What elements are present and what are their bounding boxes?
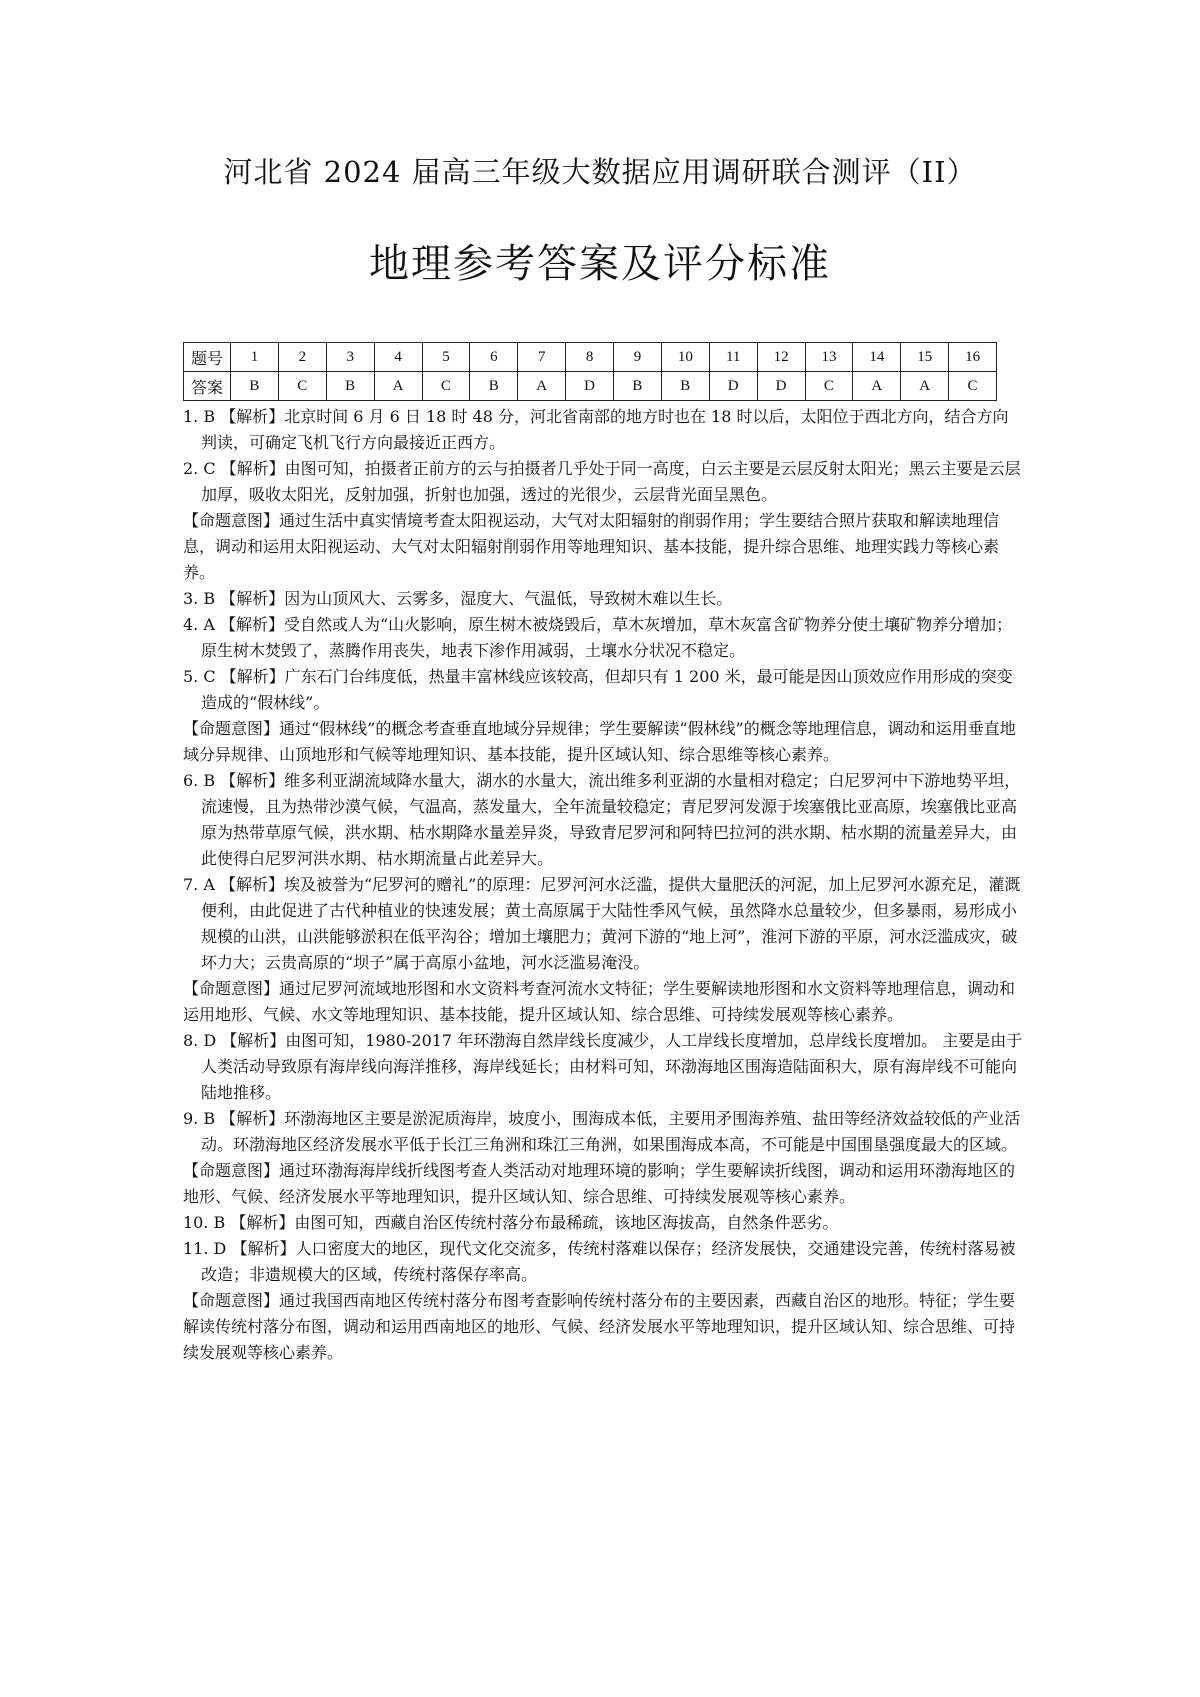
question-number: 10 xyxy=(661,343,709,372)
question-number-row xyxy=(184,343,997,372)
page-title: 河北省 2024 届高三年级大数据应用调研联合测评（II） xyxy=(223,155,977,189)
answer-cell: B xyxy=(231,372,279,401)
answer-cell: A xyxy=(853,372,901,401)
explanation-item: 5. C 【解析】广东石门台纬度低，热量丰富林线应该较高，但却只有 1 200 米，最可能是因山顶效应作用形成的突变造成的“假林线”。 xyxy=(183,667,1013,712)
row-label-answer: 答案 xyxy=(184,372,231,401)
explanation-item: 11. D 【解析】人口密度大的地区，现代文化交流多，传统村落难以保存；经济发展快，交通建设完善，传统村落易被改造；非遗规模大的区域，传统村落保存率高。 xyxy=(183,1239,1016,1284)
design-intent: 【命题意图】通过环渤海海岸线折线图考查人类活动对地理环境的影响；学生要解读折线图，调动和运用环渤海地区的地形、气候、经济发展水平等地理知识，提升区域认知、综合思维、可持续发展观等核心素养。 xyxy=(183,1161,1016,1206)
question-number: 14 xyxy=(853,343,901,372)
question-number: 11 xyxy=(709,343,757,372)
answer-explanations xyxy=(183,404,1023,1366)
explanation-item: 9. B 【解析】环渤海地区主要是淤泥质海岸，坡度小，围海成本低，主要用矛围海养殖、盐田等经济效益较低的产业活动。环渤海地区经济发展水平低于长江三角洲和珠江三角洲，如果围海成本高，不可能是中国围垦强度最大的区域。 xyxy=(183,1109,1021,1154)
question-number: 15 xyxy=(901,343,949,372)
explanation-item: 4. A 【解析】受自然或人为“山火影响，原生树木被烧毁后，草木灰增加，草木灰富含矿物养分使土壤矿物养分增加；原生树木焚毁了，蒸腾作用丧失，地表下渗作用减弱，土壤水分状况不稳定。 xyxy=(183,615,1013,660)
question-number: 13 xyxy=(805,343,853,372)
answer-cell: C xyxy=(278,372,326,401)
answer-cell: C xyxy=(805,372,853,401)
question-number: 2 xyxy=(278,343,326,372)
answer-cell: A xyxy=(901,372,949,401)
question-number: 9 xyxy=(614,343,662,372)
question-number: 16 xyxy=(949,343,997,372)
question-number: 7 xyxy=(518,343,566,372)
explanation-item: 2. C 【解析】由图可知，拍摄者正前方的云与拍摄者几乎处于同一高度，白云主要是云层反射太阳光；黑云主要是云层加厚，吸收太阳光，反射加强，折射也加强，透过的光很少，云层背光面呈黑色。 xyxy=(183,459,1021,504)
row-label-question: 题号 xyxy=(184,343,231,372)
question-number: 8 xyxy=(566,343,614,372)
answer-cell: B xyxy=(470,372,518,401)
answer-cell: D xyxy=(709,372,757,401)
explanation-item: 10. B 【解析】由图可知，西藏自治区传统村落分布最稀疏，该地区海拔高，自然条件恶劣。 xyxy=(183,1213,839,1232)
answer-cell: B xyxy=(614,372,662,401)
explanation-item: 3. B 【解析】因为山顶风大、云雾多，湿度大、气温低，导致树木难以生长。 xyxy=(183,589,733,608)
answer-row xyxy=(184,372,997,401)
answer-cell: A xyxy=(518,372,566,401)
answer-cell: A xyxy=(374,372,422,401)
design-intent: 【命题意图】通过“假林线”的概念考查垂直地域分异规律；学生要解读“假林线”的概念等地理信息，调动和运用垂直地域分异规律、山顶地形和气候等地理知识、基本技能，提升区域认知、综合思维等核心素养。 xyxy=(183,719,1016,764)
answer-cell: C xyxy=(422,372,470,401)
answer-cell: B xyxy=(661,372,709,401)
question-number: 1 xyxy=(231,343,279,372)
question-number: 12 xyxy=(757,343,805,372)
answer-table xyxy=(183,342,997,401)
question-number: 5 xyxy=(422,343,470,372)
answer-cell: D xyxy=(757,372,805,401)
answer-cell: C xyxy=(949,372,997,401)
answer-cell: D xyxy=(566,372,614,401)
question-number: 3 xyxy=(326,343,374,372)
explanation-item: 6. B 【解析】维多利亚湖流域降水量大，湖水的水量大，流出维多利亚湖的水量相对稳定；白尼罗河中下游地势平坦，流速慢，且为热带沙漠气候，气温高，蒸发量大，全年流量较稳定；青尼罗河发源于埃塞俄比亚高原，埃塞俄比亚高原为热带草原气候，洪水期、枯水期降水量差异炎，导致青尼罗河和阿特巴拉河的洪水期、枯水期的流量差异大，由此使得白尼罗河洪水期、枯水期流量占此差异大。 xyxy=(183,771,1021,868)
design-intent: 【命题意图】通过我国西南地区传统村落分布图考查影响传统村落分布的主要因素，西藏自治区的地形。特征；学生要解读传统村落分布图，调动和运用西南地区的地形、气候、经济发展水平等地理知识，提升区域认知、综合思维、可持续发展观等核心素养。 xyxy=(183,1291,1016,1362)
design-intent: 【命题意图】通过生活中真实情境考查太阳视运动，大气对太阳辐射的削弱作用；学生要结合照片获取和解读地理信息，调动和运用太阳视运动、大气对太阳辐射削弱作用等地理知识、基本技能，提升综合思维、地理实践力等核心素养。 xyxy=(183,511,1000,582)
question-number: 4 xyxy=(374,343,422,372)
design-intent: 【命题意图】通过尼罗河流域地形图和水文资料考查河流水文特征；学生要解读地形图和水文资料等地理信息，调动和运用地形、气候、水文等地理知识、基本技能，提升区域认知、综合思维、可持续发展观等核心素养。 xyxy=(183,979,1016,1024)
answer-cell: B xyxy=(326,372,374,401)
subject-title: 地理参考答案及评分标准 xyxy=(369,241,831,287)
question-number: 6 xyxy=(470,343,518,372)
explanation-item: 8. D 【解析】由图可知，1980-2017 年环渤海自然岸线长度减少，人工岸线长度增加，总岸线长度增加。 主要是由于人类活动导致原有海岸线向海洋推移，海岸线延长；由材料可知，环渤海地区围海造陆面积大，原有海岸线不可能向陆地推移。 xyxy=(183,1031,1023,1102)
explanation-item: 7. A 【解析】埃及被誉为“尼罗河的赠礼”的原理：尼罗河河水泛滥，提供大量肥沃的河泥，加上尼罗河水源充足，灌溉便利，由此促进了古代种植业的快速发展；黄土高原属于大陆性季风气候，虽然降水总量较少，但多暴雨，易形成小规模的山洪，山洪能够淤积在低平沟谷；增加土壤肥力；黄河下游的“地上河”，淮河下游的平原，河水泛滥成灾，破坏力大；云贵高原的“坝子”属于高原小盆地，河水泛滥易淹没。 xyxy=(183,875,1021,972)
explanation-item: 1. B 【解析】北京时间 6 月 6 日 18 时 48 分，河北省南部的地方时也在 18 时以后，太阳位于西北方向，结合方向判读，可确定飞机飞行方向最接近正西方。 xyxy=(183,407,1009,452)
